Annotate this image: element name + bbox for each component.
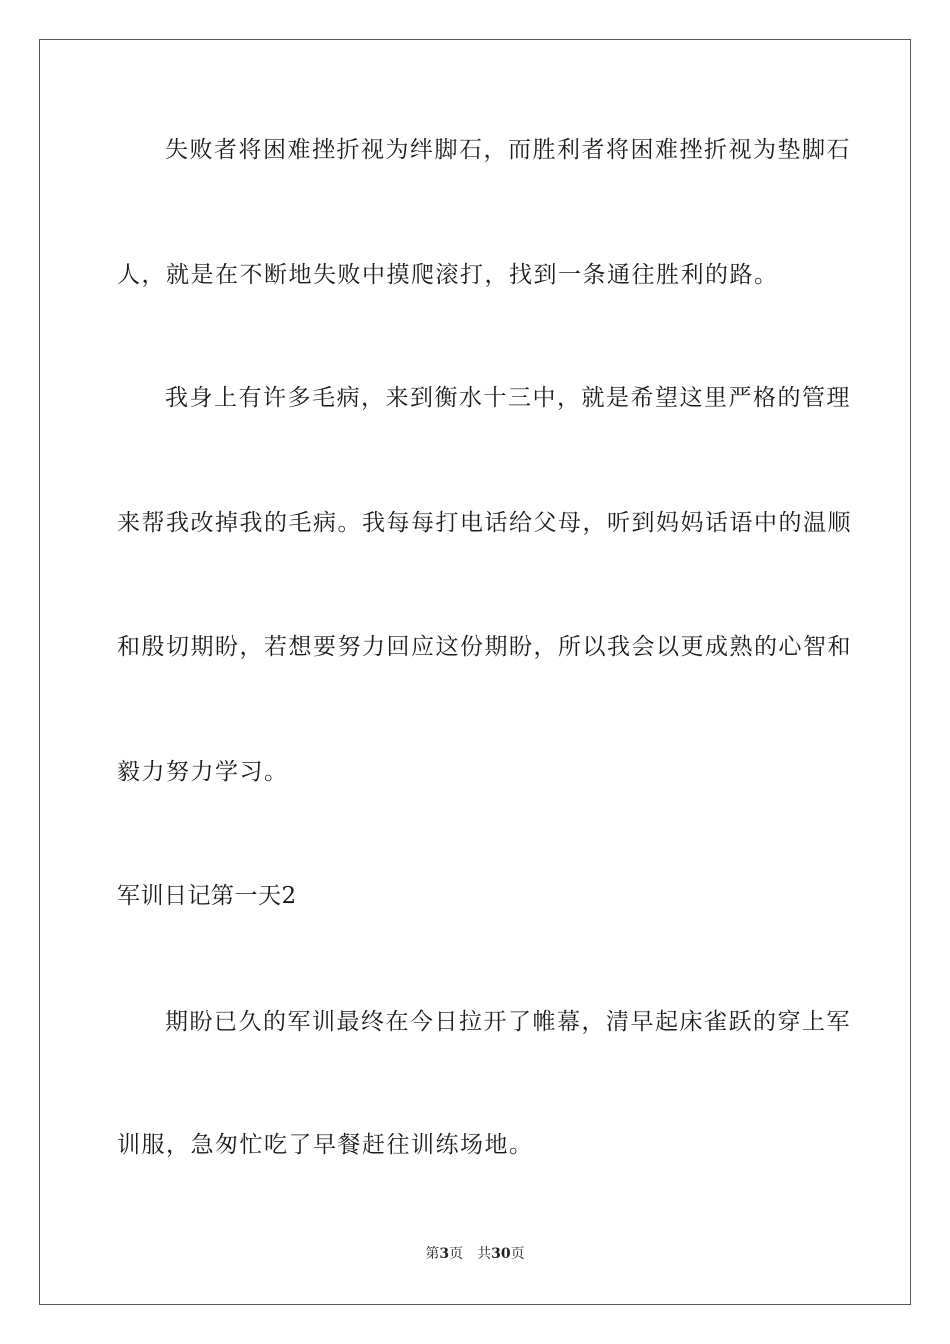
paragraph-2-line-1: 我身上有许多毛病，来到衡水十三中，就是希望这里严格的管理 [165, 385, 851, 411]
footer-total-prefix: 共 [477, 1246, 492, 1262]
page-footer [0, 1245, 950, 1263]
footer-page-number: 3 [439, 1246, 450, 1262]
footer-total-pages: 30 [491, 1246, 511, 1262]
paragraph-2-line-3: 和殷切期盼，若想要努力回应这份期盼，所以我会以更成熟的心智和 [117, 634, 852, 660]
paragraph-1-line-1: 失败者将困难挫折视为绊脚石，而胜利者将困难挫折视为垫脚石 [165, 137, 851, 163]
paragraph-2-line-2: 来帮我改掉我的毛病。我每每打电话给父母，听到妈妈话语中的温顺 [117, 510, 852, 536]
paragraph-1-line-2: 人，就是在不断地失败中摸爬滚打，找到一条通往胜利的路。 [117, 262, 779, 288]
footer-page-prefix: 第 [425, 1246, 440, 1262]
paragraph-3-line-2: 训服，急匆忙吃了早餐赶往训练场地。 [117, 1132, 534, 1158]
footer-total-suffix: 页 [510, 1246, 525, 1262]
paragraph-2-line-4: 毅力努力学习。 [117, 759, 289, 785]
paragraph-3-line-1: 期盼已久的军训最终在今日拉开了帷幕，清早起床雀跃的穿上军 [165, 1009, 851, 1035]
section-heading: 军训日记第一天2 [117, 883, 297, 909]
page-border [39, 39, 911, 1305]
footer-page-suffix: 页 [449, 1246, 464, 1262]
